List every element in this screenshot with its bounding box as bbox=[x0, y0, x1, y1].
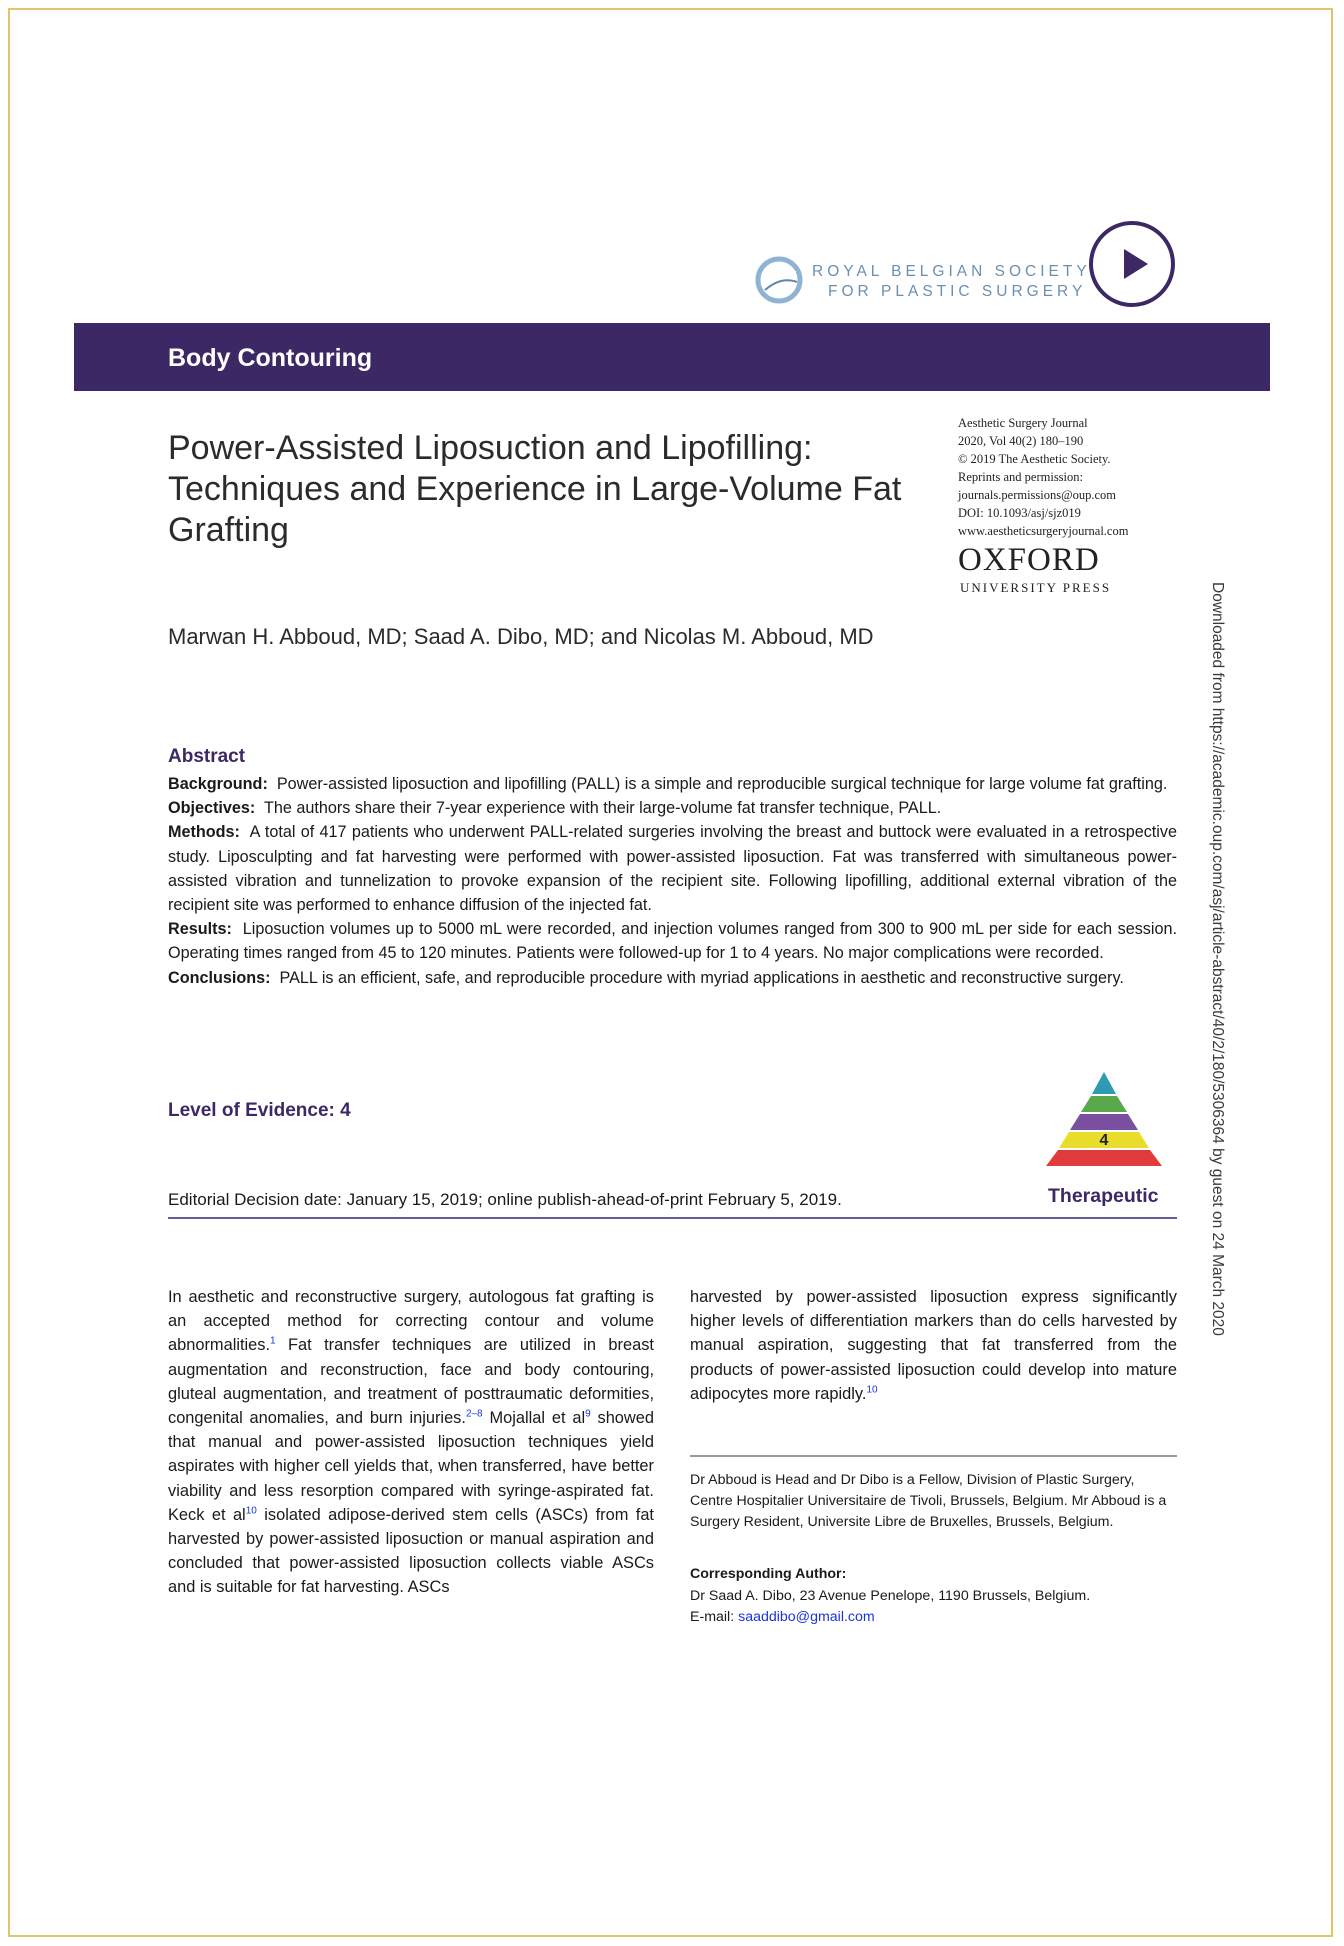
results-text: Liposuction volumes up to 5000 mL were recorded, and injection volumes ranged from 300 to 900 mL per side for each session. Operating times ranged from 45 to 120 minutes. Patients were followed-up for 1 to 4 years. No major complications were recorded. bbox=[168, 920, 1177, 963]
background-text: Power-assisted liposuction and lipofilling (PALL) is a simple and reproducible surgical technique for large volume fat grafting. bbox=[276, 775, 1168, 793]
email-link[interactable]: saaddibo@gmail.com bbox=[738, 1608, 875, 1625]
author-affiliation: Dr Abboud is Head and Dr Dibo is a Fellow, Division of Plastic Surgery, Centre Hospitalier Universitaire de Tivoli, Brussels, Belgium. Mr Abboud is a Surgery Resident, Universite Libre de Bruxelles, Brussels, Belgium. bbox=[690, 1472, 1167, 1530]
journal-line: journals.permissions@oup.com bbox=[958, 488, 1117, 502]
objectives-label: Objectives: bbox=[168, 799, 256, 818]
play-icon bbox=[1124, 249, 1148, 279]
reference-link[interactable]: 1 bbox=[270, 1335, 276, 1347]
section-divider bbox=[168, 1217, 1177, 1219]
journal-line: © 2019 The Aesthetic Society. bbox=[958, 452, 1111, 466]
reference-link[interactable]: 10 bbox=[245, 1505, 257, 1517]
body-column-left bbox=[168, 1285, 654, 1600]
abstract-conclusions bbox=[168, 966, 1177, 990]
publisher-logo: OXFORD bbox=[958, 542, 1100, 578]
society-name-line1: ROYAL BELGIAN SOCIETY bbox=[812, 263, 1091, 280]
reference-link[interactable]: 9 bbox=[585, 1408, 591, 1420]
objectives-text: The authors share their 7-year experience with their large-volume fat transfer technique, PALL. bbox=[263, 799, 942, 818]
corresponding-author bbox=[690, 1586, 1180, 1628]
evidence-pyramid-icon bbox=[1030, 1070, 1178, 1180]
results-label: Results: bbox=[168, 920, 232, 939]
society-name bbox=[812, 262, 1091, 302]
journal-line: 2020, Vol 40(2) 180–190 bbox=[958, 434, 1084, 448]
abstract-results bbox=[168, 917, 1177, 965]
level-of-evidence: Level of Evidence: 4 bbox=[168, 1100, 351, 1121]
publisher-sub: UNIVERSITY PRESS bbox=[960, 580, 1112, 595]
download-watermark: Downloaded from https://academic.oup.com/asj/article-abstract/40/2/180/5306364 by guest on 24 March 2020 bbox=[1209, 582, 1226, 1336]
society-name-line2: FOR PLASTIC SURGERY bbox=[828, 283, 1087, 300]
reference-link[interactable]: 10 bbox=[866, 1384, 878, 1396]
body-text: Mojallal et al bbox=[482, 1409, 586, 1428]
body-text: isolated adipose-derived stem cells (ASCs) from fat harvested by power-assisted liposuction or manual aspiration and concluded that power-assisted liposuction collects viable ASCs and is suitable for fat harvesting. ASCs bbox=[168, 1505, 654, 1597]
journal-line: Aesthetic Surgery Journal bbox=[958, 416, 1088, 430]
corresponding-email-line bbox=[690, 1607, 1180, 1628]
abstract-body bbox=[168, 772, 1177, 990]
journal-info bbox=[958, 414, 1158, 540]
footnote-divider bbox=[690, 1455, 1177, 1457]
section-label: Body Contouring bbox=[168, 344, 373, 372]
journal-line: Reprints and permission: bbox=[958, 470, 1083, 484]
background-label: Background: bbox=[168, 775, 268, 793]
journal-line: DOI: 10.1093/asj/sjz019 bbox=[958, 506, 1081, 520]
abstract-objectives bbox=[168, 796, 1177, 820]
abstract-methods bbox=[168, 820, 1177, 917]
body-text: Fat transfer techniques are utilized in breast augmentation and reconstruction, face and body contouring, gluteal augmentation, and treatment of posttraumatic deformities, congenital anomalies, and burn injuries. bbox=[168, 1336, 654, 1428]
body-text: harvested by power-assisted liposuction express significantly higher levels of differentiation markers than do cells harvested by manual aspiration, suggesting that fat transferred from the products of power-assisted liposuction could develop into mature adipocytes more rapidly. bbox=[690, 1288, 1177, 1403]
evidence-category: Therapeutic bbox=[1048, 1185, 1159, 1207]
body-text: showed that manual and power-assisted liposuction techniques yield aspirates with higher cell yields that, when transferred, have better viability and less resorption compared with syringe-aspirated fat. Keck et al bbox=[168, 1409, 654, 1524]
methods-label: Methods: bbox=[168, 823, 240, 842]
methods-text: A total of 417 patients who underwent PALL-related surgeries involving the breast and buttock were evaluated in a retrospective study. Liposculpting and fat harvesting were performed with power-assisted liposuction. Fat was transferred with simultaneous power-assisted vibration and tunnelization to provoke expansion of the recipient site. Following lipofilling, additional external vibration of the recipient site was performed to enhance diffusion of the injected fat. bbox=[168, 823, 1177, 915]
abstract-heading: Abstract bbox=[168, 746, 246, 767]
play-button[interactable] bbox=[1089, 221, 1175, 307]
corresponding-author-label: Corresponding Author: bbox=[690, 1566, 847, 1582]
reference-link[interactable]: 2–8 bbox=[465, 1408, 483, 1420]
journal-line: www.aestheticsurgeryjournal.com bbox=[958, 524, 1129, 538]
article-title: Power-Assisted Liposuction and Lipofilling: Techniques and Experience in Large-Volume Fat Grafting bbox=[168, 429, 902, 549]
conclusions-text: PALL is an efficient, safe, and reproducible procedure with myriad applications in aesthetic and reconstructive surgery. bbox=[279, 968, 1124, 987]
body-text: In aesthetic and reconstructive surgery, autologous fat grafting is an accepted method for correcting contour and volume abnormalities. bbox=[168, 1288, 654, 1355]
body-column-right bbox=[690, 1285, 1177, 1406]
editorial-decision: Editorial Decision date: January 15, 2019; online publish-ahead-of-print February 5, 2019. bbox=[168, 1190, 842, 1209]
pyramid-level-number: 4 bbox=[1099, 1132, 1109, 1149]
conclusions-label: Conclusions: bbox=[168, 968, 271, 987]
author-list: Marwan H. Abboud, MD; Saad A. Dibo, MD; and Nicolas M. Abboud, MD bbox=[168, 624, 874, 649]
email-label: E-mail: bbox=[690, 1608, 739, 1625]
abstract-background bbox=[168, 772, 1177, 796]
corresponding-address: Dr Saad A. Dibo, 23 Avenue Penelope, 1190 Brussels, Belgium. bbox=[690, 1588, 1091, 1604]
